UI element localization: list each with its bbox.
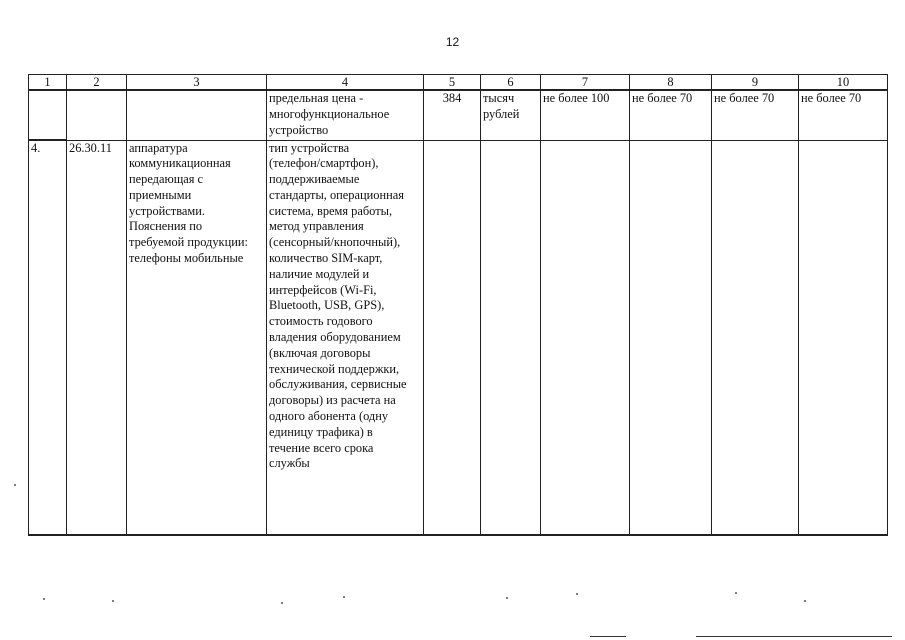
value-cell <box>799 140 888 535</box>
value-cell <box>712 140 799 535</box>
column-number-row <box>29 75 888 91</box>
column-number: 6 <box>481 75 541 91</box>
scan-speck <box>43 598 45 600</box>
page-number: 12 <box>445 35 460 49</box>
value-cell <box>541 140 630 535</box>
column-number: 10 <box>799 75 888 91</box>
scan-speck <box>735 592 737 594</box>
column-number: 1 <box>29 75 67 91</box>
code-cell: 384 <box>424 90 481 140</box>
item-number-cell <box>29 90 67 140</box>
column-number: 5 <box>424 75 481 91</box>
scan-speck <box>576 593 578 595</box>
scan-speck <box>14 484 16 486</box>
scan-speck <box>343 596 345 598</box>
requirements-table <box>28 74 888 536</box>
scan-speck <box>804 600 806 602</box>
value-cell: не более 100 <box>541 90 630 140</box>
item-number-cell: 4. <box>29 140 67 535</box>
characteristic-cell: тип устройства (телефон/смартфон), поддерживаемые стандарты, операционная система, время работы, метод управления (сенсорный/кнопочный), количество SIM-карт, наличие модулей и интерфейсов (Wi-Fi, Bluetooth, USB, GPS), стоимость годового владения оборудованием (включая договоры технической поддержки, обслуживания, сервисные договоры) из расчета на одного абонента (одну единицу трафика) в течение всего срока службы <box>267 140 424 535</box>
scan-line <box>696 636 892 637</box>
scan-speck <box>112 600 114 602</box>
unit-cell <box>481 140 541 535</box>
column-number: 2 <box>67 75 127 91</box>
column-number: 9 <box>712 75 799 91</box>
table-row <box>29 140 888 535</box>
value-cell: не более 70 <box>799 90 888 140</box>
scan-line <box>590 636 626 637</box>
okpd-code-cell: 26.30.11 <box>67 140 127 535</box>
table-row <box>29 90 888 140</box>
value-cell: не более 70 <box>630 90 712 140</box>
code-cell <box>424 140 481 535</box>
value-cell <box>630 140 712 535</box>
product-name-cell <box>127 90 267 140</box>
okpd-code-cell <box>67 90 127 140</box>
column-number: 7 <box>541 75 630 91</box>
unit-cell: тысяч рублей <box>481 90 541 140</box>
value-cell: не более 70 <box>712 90 799 140</box>
column-number: 4 <box>267 75 424 91</box>
column-number: 8 <box>630 75 712 91</box>
product-name-cell: аппаратура коммуникационная передающая с приемными устройствами. Пояснения по требуемой продукции: телефоны мобильные <box>127 140 267 535</box>
scan-speck <box>281 602 283 604</box>
column-number: 3 <box>127 75 267 91</box>
scan-speck <box>506 597 508 599</box>
characteristic-cell: предельная цена - многофункциональное устройство <box>267 90 424 140</box>
